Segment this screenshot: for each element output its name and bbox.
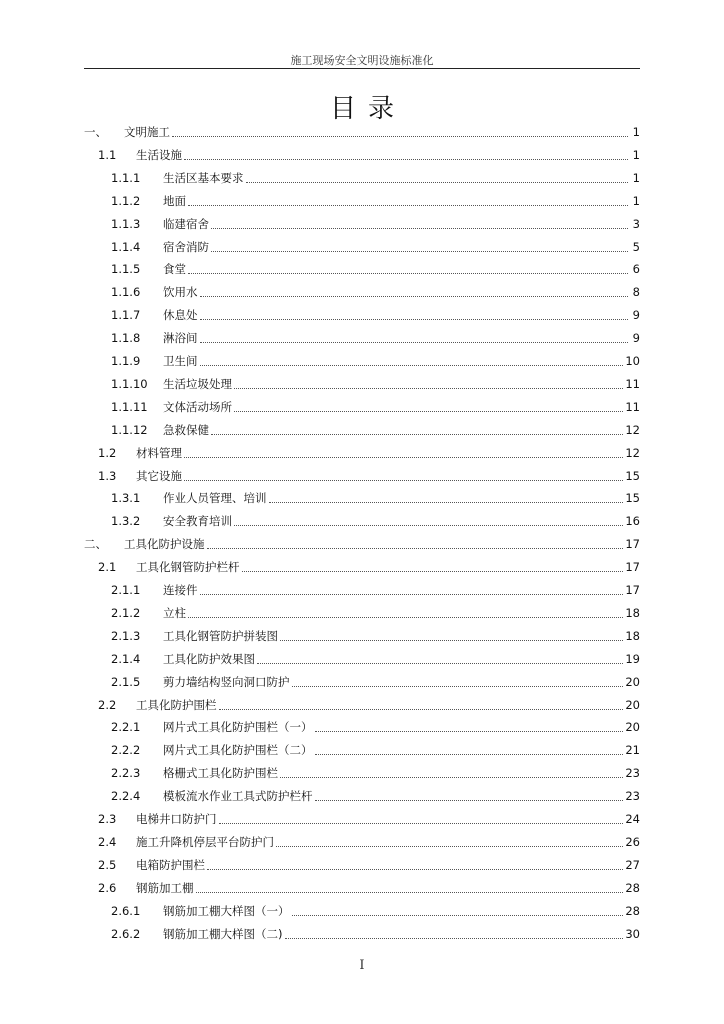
toc-entry-title: 网片式工具化防护围栏（一） [163, 720, 313, 735]
toc-entry-page: 23 [625, 766, 640, 781]
toc-entry-number: 1.1.5 [111, 262, 141, 277]
dot-leader [188, 205, 628, 206]
toc-entry-number: 1.1.3 [111, 216, 141, 231]
toc-entry-title: 饮用水 [163, 285, 198, 300]
toc-entry-title: 淋浴间 [163, 331, 198, 346]
toc-entry[interactable] [84, 856, 640, 874]
toc-entry-title: 地面 [163, 193, 186, 208]
toc-entry[interactable] [84, 581, 640, 599]
toc-entry[interactable] [84, 215, 640, 233]
toc-entry-number: 2.1.3 [111, 628, 141, 643]
toc-entry-number: 2.6.2 [111, 926, 141, 941]
dot-leader [257, 663, 623, 664]
toc-entry[interactable] [84, 650, 640, 668]
toc-entry-title: 生活区基本要求 [163, 170, 244, 185]
toc-entry-title: 文明施工 [124, 125, 170, 139]
toc-entry-title: 生活垃圾处理 [163, 376, 232, 391]
toc-entry[interactable] [84, 764, 640, 782]
dot-leader [219, 709, 624, 710]
dot-leader [234, 525, 623, 526]
toc-entry-number: 二、 [84, 537, 107, 552]
toc-entry-page: 27 [625, 857, 640, 872]
page-header: 施工现场安全文明设施标准化 [290, 54, 434, 67]
toc-entry-title: 文体活动场所 [163, 399, 232, 414]
toc-entry-number: 1.1.11 [111, 399, 148, 414]
toc-entry-page: 20 [625, 720, 640, 735]
dot-leader [276, 846, 623, 847]
dot-leader [200, 319, 629, 320]
toc-entry[interactable] [84, 444, 640, 462]
toc-entry-page: 11 [625, 376, 640, 391]
toc-entry-page: 9 [632, 308, 640, 323]
toc-entry-page: 17 [625, 537, 640, 552]
toc-entry-number: 2.2.4 [111, 789, 141, 804]
toc-entry-number: 1.1.4 [111, 239, 141, 254]
toc-entry[interactable] [84, 673, 640, 691]
toc-entry-number: 2.2.2 [111, 743, 141, 758]
dot-leader [184, 159, 628, 160]
toc-entry-number: 1.1 [98, 147, 117, 162]
toc-entry-title: 生活设施 [136, 147, 182, 162]
dot-leader [184, 480, 623, 481]
toc-entry-number: 2.1.4 [111, 651, 141, 666]
toc-entry-page: 1 [632, 170, 640, 185]
toc-entry[interactable] [84, 169, 640, 187]
toc-entry-number: 1.1.8 [111, 331, 141, 346]
toc-entry-number: 2.2.3 [111, 766, 141, 781]
toc-entry[interactable] [84, 925, 640, 943]
toc-entry-number: 2.4 [98, 834, 117, 849]
toc-entry-number: 1.1.10 [111, 376, 148, 391]
toc-entry-page: 28 [625, 880, 640, 895]
toc-entry-number: 1.3.2 [111, 514, 141, 529]
toc-entry-number: 2.6.1 [111, 903, 141, 918]
toc-entry-number: 2.1.2 [111, 605, 141, 620]
toc-entry[interactable] [84, 123, 640, 141]
toc-entry[interactable] [84, 535, 640, 553]
dot-leader [200, 365, 624, 366]
toc-entry-page: 26 [625, 834, 640, 849]
toc-entry-title: 作业人员管理、培训 [163, 491, 267, 506]
toc-entry[interactable] [84, 398, 640, 416]
toc-entry-title: 工具化防护围栏 [136, 697, 217, 712]
dot-leader [315, 800, 624, 801]
toc-entry-number: 1.2 [98, 445, 117, 460]
toc-entry[interactable] [84, 146, 640, 164]
toc-entry-number: 1.1.9 [111, 354, 141, 368]
toc-entry-number: 2.1 [98, 560, 117, 575]
toc-entry-number: 1.3.1 [111, 491, 141, 506]
toc-entry-title: 连接件 [163, 583, 198, 597]
toc-entry-title: 安全教育培训 [163, 514, 232, 529]
toc-entry-number: 1.1.2 [111, 193, 141, 208]
toc-entry-page: 17 [625, 583, 640, 597]
dot-leader [211, 251, 628, 252]
toc-entry-page: 1 [632, 193, 640, 208]
toc-entry-number: 1.1.1 [111, 170, 141, 185]
dot-leader [200, 296, 629, 297]
toc-entry-title: 钢筋加工棚 [136, 880, 194, 895]
toc-entry-page: 5 [632, 239, 640, 254]
dot-leader [188, 273, 628, 274]
toc-entry-page: 24 [625, 812, 640, 826]
toc-entry-title: 电梯井口防护门 [136, 812, 217, 826]
toc-entry-number: 2.6 [98, 880, 117, 895]
toc-entry[interactable] [84, 375, 640, 393]
toc-entry-title: 网片式工具化防护围栏（二） [163, 743, 313, 758]
toc-entry-page: 1 [632, 125, 640, 139]
toc-entry[interactable] [84, 489, 640, 507]
dot-leader [246, 182, 629, 183]
toc-entry-number: 2.1.1 [111, 583, 141, 597]
dot-leader [188, 617, 623, 618]
toc-entry-title: 工具化防护效果图 [163, 651, 255, 666]
toc-entry[interactable] [84, 604, 640, 622]
dot-leader [292, 686, 624, 687]
toc-entry-number: 1.1.7 [111, 308, 141, 323]
toc-entry-page: 15 [625, 468, 640, 483]
toc-entry[interactable] [84, 306, 640, 324]
toc-entry-page: 9 [632, 331, 640, 346]
toc-entry-page: 21 [625, 743, 640, 758]
toc-entry-page: 8 [632, 285, 640, 300]
toc-entry-number: 一、 [84, 125, 107, 139]
toc-entry[interactable] [84, 467, 640, 485]
toc-entry[interactable] [84, 627, 640, 645]
toc-entry-page: 12 [625, 422, 640, 437]
toc-entry-page: 1 [632, 147, 640, 162]
toc-entry-title: 卫生间 [163, 354, 198, 368]
dot-leader [196, 892, 624, 893]
toc-entry-page: 28 [625, 903, 640, 918]
toc-entry[interactable] [84, 352, 640, 370]
toc-entry-page: 20 [625, 697, 640, 712]
toc-entry-number: 2.1.5 [111, 674, 141, 689]
toc-entry-page: 20 [625, 674, 640, 689]
toc-entry[interactable] [84, 329, 640, 347]
toc-entry-number: 2.2.1 [111, 720, 141, 735]
dot-leader [207, 548, 624, 549]
toc-entry-title: 工具化钢管防护拼装图 [163, 628, 278, 643]
toc-entry[interactable] [84, 512, 640, 530]
dot-leader [285, 938, 624, 939]
toc-entry-title: 模板流水作业工具式防护栏杆 [163, 789, 313, 804]
toc-entry[interactable] [84, 558, 640, 576]
toc-entry-page: 3 [632, 216, 640, 231]
toc-entry[interactable] [84, 283, 640, 301]
dot-leader [280, 640, 623, 641]
toc-entry-number: 1.3 [98, 468, 117, 483]
dot-leader [200, 342, 629, 343]
dot-leader [292, 915, 624, 916]
toc-entry[interactable] [84, 902, 640, 920]
toc-entry-page: 18 [625, 628, 640, 643]
toc-entry-title: 食堂 [163, 262, 186, 277]
toc-entry-title: 钢筋加工棚大样图（一） [163, 903, 290, 918]
toc-entry-title: 剪力墙结构竖向洞口防护 [163, 674, 290, 689]
page-number-footer: I [359, 958, 365, 973]
toc-entry-number: 2.3 [98, 812, 117, 826]
toc-entry-page: 15 [625, 491, 640, 506]
toc-entry-title: 施工升降机停层平台防护门 [136, 834, 274, 849]
toc-entry-page: 18 [625, 605, 640, 620]
toc-entry-page: 23 [625, 789, 640, 804]
dot-leader [242, 571, 624, 572]
toc-entry-title: 急救保健 [163, 422, 209, 437]
toc-entry-number: 2.5 [98, 857, 117, 872]
toc-entry-page: 16 [625, 514, 640, 529]
toc-entry[interactable] [84, 718, 640, 736]
toc-entry-number: 2.2 [98, 697, 117, 712]
toc-entry[interactable] [84, 810, 640, 828]
dot-leader [211, 434, 623, 435]
dot-leader [207, 869, 623, 870]
toc-entry-title: 工具化防护设施 [124, 537, 205, 552]
toc-entry-page: 30 [625, 926, 640, 941]
toc-entry[interactable] [84, 192, 640, 210]
toc-entry-page: 6 [632, 262, 640, 277]
dot-leader [315, 731, 624, 732]
dot-leader [234, 388, 623, 389]
dot-leader [200, 594, 624, 595]
toc-entry-number: 1.1.12 [111, 422, 148, 437]
toc-entry-page: 12 [625, 445, 640, 460]
toc-entry-page: 19 [625, 651, 640, 666]
toc-entry[interactable] [84, 833, 640, 851]
toc-entry-title: 立柱 [163, 605, 186, 620]
toc-entry-page: 17 [625, 560, 640, 575]
dot-leader [234, 411, 623, 412]
dot-leader [211, 228, 628, 229]
toc-entry-title: 电箱防护围栏 [136, 857, 205, 872]
toc-entry[interactable] [84, 260, 640, 278]
dot-leader [315, 754, 624, 755]
dot-leader [172, 136, 628, 137]
toc-entry-title: 钢筋加工棚大样图（二) [163, 926, 283, 941]
toc-entry-title: 其它设施 [136, 468, 182, 483]
dot-leader [184, 457, 623, 458]
toc-entry-page: 11 [625, 399, 640, 414]
toc-entry-title: 休息处 [163, 308, 198, 323]
toc-entry[interactable] [84, 741, 640, 759]
toc-entry-title: 格栅式工具化防护围栏 [163, 766, 278, 781]
toc-entry[interactable] [84, 238, 640, 256]
toc-entry[interactable] [84, 421, 640, 439]
toc-entry-title: 临建宿舍 [163, 216, 209, 231]
toc-entry-number: 1.1.6 [111, 285, 141, 300]
toc-entry-title: 材料管理 [136, 445, 182, 460]
toc-entry[interactable] [84, 879, 640, 897]
dot-leader [280, 777, 623, 778]
toc-entry-title: 宿舍消防 [163, 239, 209, 254]
toc-entry[interactable] [84, 787, 640, 805]
toc-entry-page: 10 [625, 354, 640, 368]
toc-entry[interactable] [84, 696, 640, 714]
toc-entry-title: 工具化钢管防护栏杆 [136, 560, 240, 575]
dot-leader [269, 502, 624, 503]
page-title: 目录 [329, 94, 406, 124]
dot-leader [219, 823, 624, 824]
